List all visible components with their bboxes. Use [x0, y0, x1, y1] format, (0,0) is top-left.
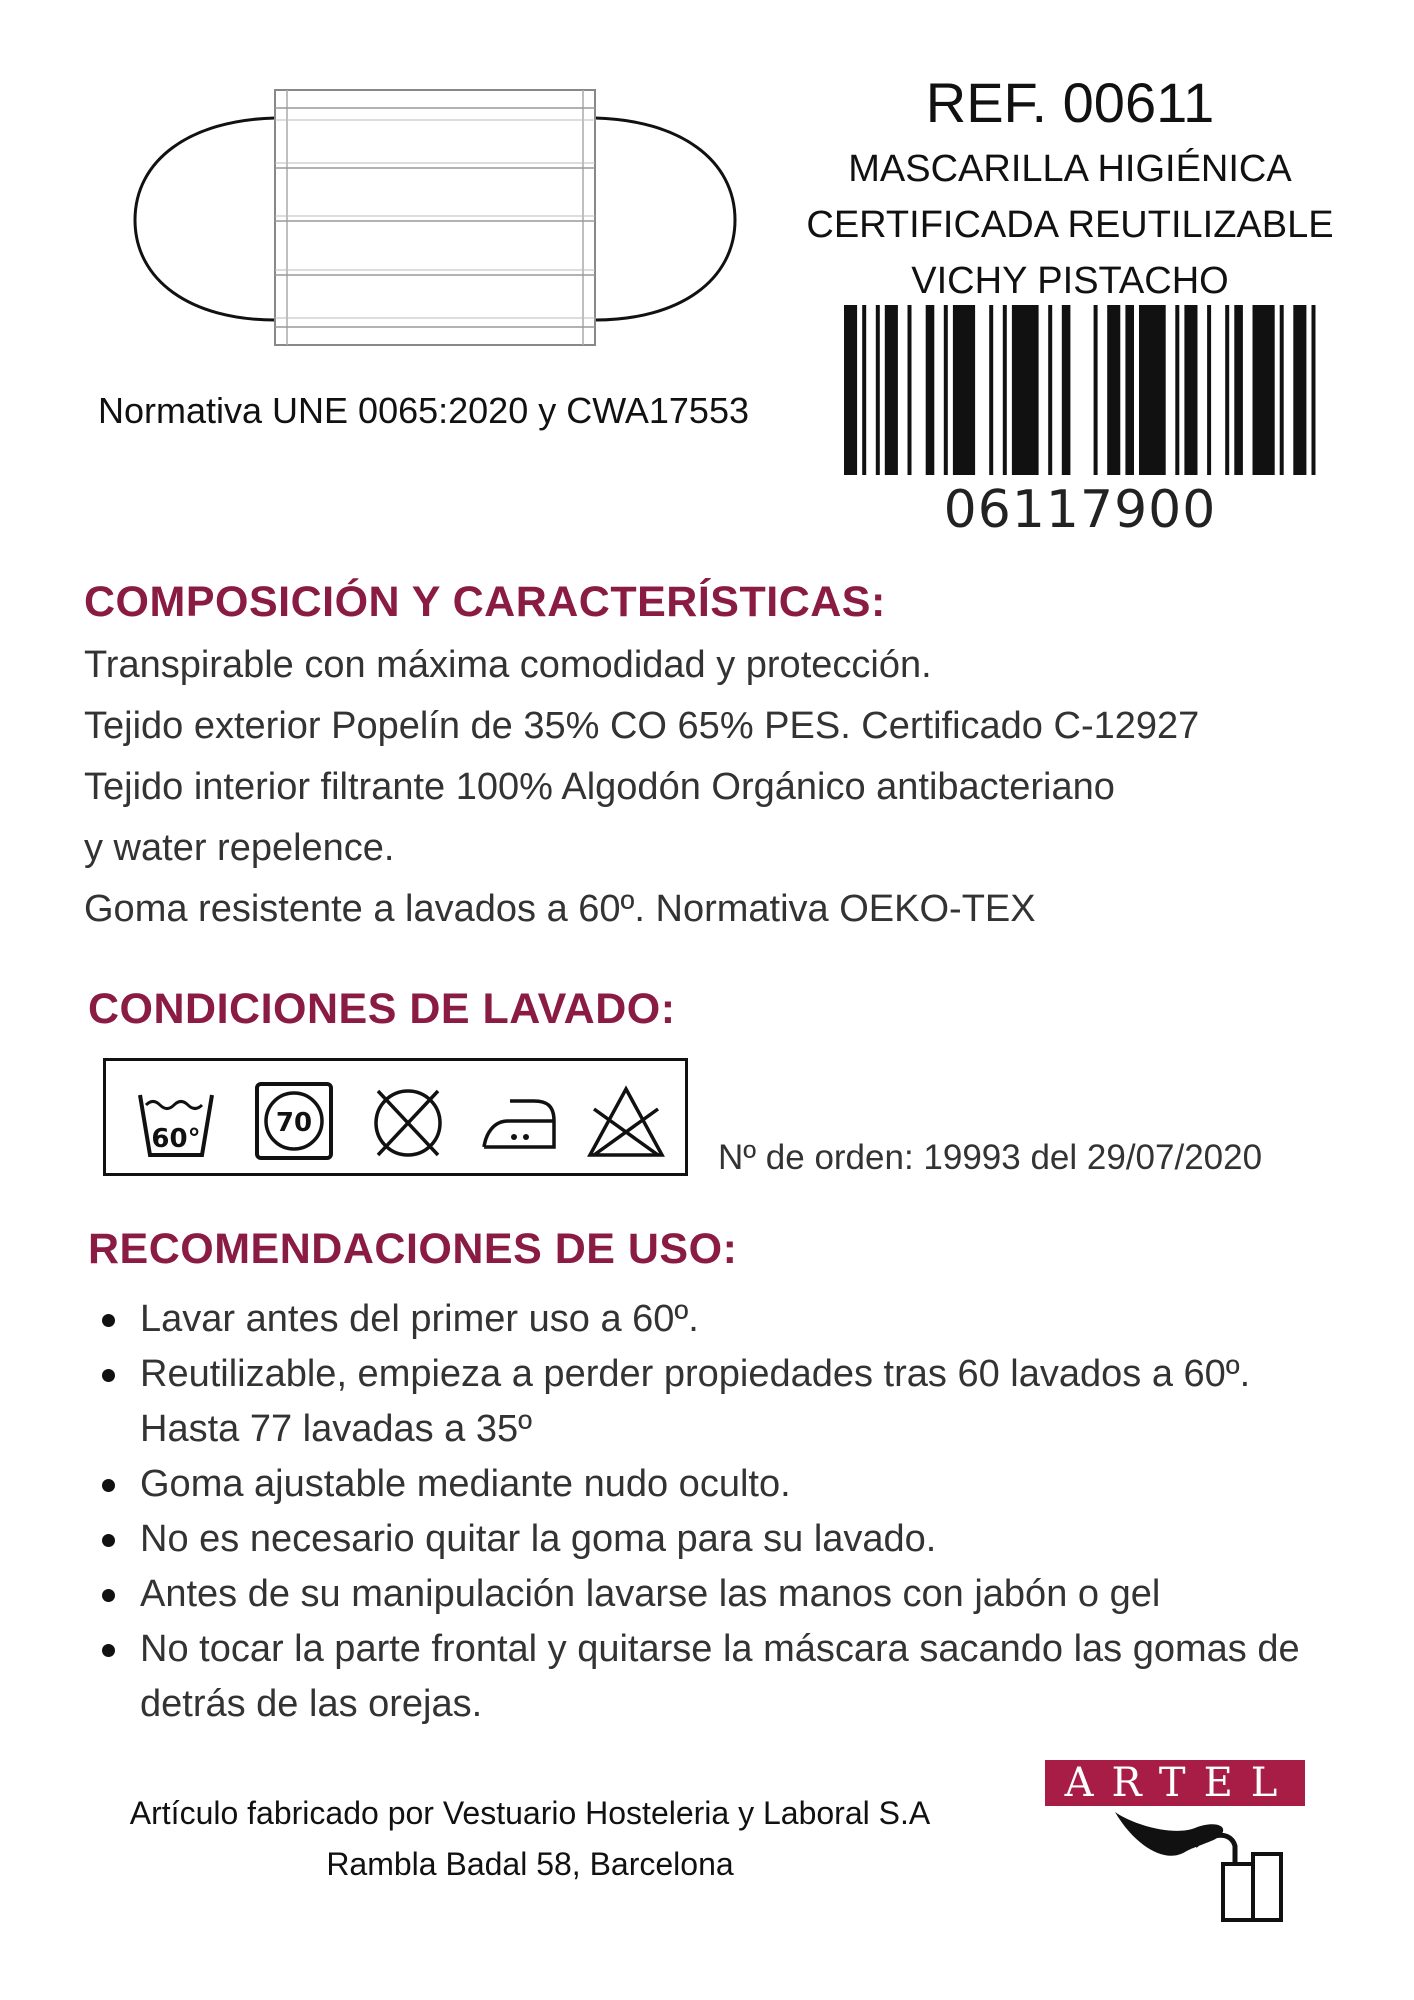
recommendations-list — [90, 1292, 1380, 1732]
barcode-bar — [1048, 305, 1052, 475]
barcode-bar — [908, 305, 912, 475]
barcode-bar — [862, 305, 866, 475]
barcode-bar — [1253, 305, 1275, 475]
barcode-bar — [1003, 305, 1007, 475]
barcode-bar — [1175, 305, 1179, 475]
barcode-bar — [944, 305, 948, 475]
list-item: Reutilizable, empieza a perder propiedades tras 60 lavados a 60º. Hasta 77 lavadas a 35º — [90, 1347, 1380, 1457]
composition-line: y water repelence. — [84, 827, 395, 869]
barcode-bar — [1184, 305, 1197, 475]
product-line-1: MASCARILLA HIGIÉNICA — [848, 148, 1292, 190]
barcode-bar — [1280, 305, 1284, 475]
face-mask-illustration — [130, 80, 750, 360]
barcode-bar — [1225, 305, 1229, 475]
manufacturer-text: Artículo fabricado por Vestuario Hosteleria y Laboral S.A — [129, 1795, 931, 1831]
dry-temp-label: 70 — [275, 1108, 313, 1138]
product-line-2: CERTIFICADA REUTILIZABLE — [806, 204, 1334, 246]
barcode — [840, 305, 1320, 475]
recommendations-heading: RECOMENDACIONES DE USO: — [88, 1225, 738, 1273]
barcode-bar — [953, 305, 975, 475]
list-item: No tocar la parte frontal y quitarse la máscara sacando las gomas de detrás de las orejas. — [90, 1622, 1380, 1732]
barcode-bar — [1062, 305, 1071, 475]
barcode-bar — [1125, 305, 1134, 475]
no-bleach-icon — [586, 1081, 666, 1161]
order-number: Nº de orden: 19993 del 29/07/2020 — [718, 1138, 1263, 1177]
barcode-bar — [1312, 305, 1316, 475]
barcode-number: 06117900 — [943, 480, 1217, 540]
care-symbols-box — [103, 1058, 688, 1176]
artel-logo — [1045, 1760, 1305, 1925]
composition-heading: COMPOSICIÓN Y CARACTERÍSTICAS: — [84, 578, 886, 626]
product-line-3: VICHY PISTACHO — [911, 260, 1229, 302]
composition-line: Transpirable con máxima comodidad y protección. — [84, 644, 932, 686]
barcode-bar — [1094, 305, 1098, 475]
washing-heading: CONDICIONES DE LAVADO: — [88, 985, 676, 1033]
barcode-bar — [1234, 305, 1243, 475]
barcode-bar — [1207, 305, 1211, 475]
composition-line: Tejido exterior Popelín de 35% CO 65% PES. Certificado C-12927 — [84, 705, 1200, 747]
tumble-dry-70-icon — [254, 1081, 334, 1161]
list-item: Antes de su manipulación lavarse las manos con jabón o gel — [90, 1567, 1380, 1622]
artel-logo-text: ARTEL — [1045, 1760, 1305, 1806]
list-item: Lavar antes del primer uso a 60º. — [90, 1292, 1380, 1347]
no-dry-clean-icon — [368, 1081, 448, 1161]
hanger-icon — [1045, 1806, 1305, 1925]
iron-two-dots-icon — [478, 1081, 558, 1161]
list-item: No es necesario quitar la goma para su lavado. — [90, 1512, 1380, 1567]
barcode-bar — [1139, 305, 1166, 475]
list-item: Goma ajustable mediante nudo oculto. — [90, 1457, 1380, 1512]
address-text: Rambla Badal 58, Barcelona — [326, 1846, 734, 1882]
composition-line: Goma resistente a lavados a 60º. Normativa OEKO-TEX — [84, 888, 1036, 930]
barcode-bar — [876, 305, 880, 475]
wash-60-icon — [136, 1081, 216, 1161]
barcode-bar — [926, 305, 935, 475]
reference-number: REF. 00611 — [925, 71, 1215, 134]
barcode-bar — [1107, 305, 1120, 475]
barcode-bar — [1012, 305, 1039, 475]
wash-temp-label: 60° — [151, 1124, 201, 1154]
barcode-bar — [885, 305, 898, 475]
barcode-bar — [989, 305, 993, 475]
barcode-bar — [844, 305, 857, 475]
barcode-bar — [1293, 305, 1306, 475]
composition-line: Tejido interior filtrante 100% Algodón Orgánico antibacteriano — [84, 766, 1115, 808]
normativa-text: Normativa UNE 0065:2020 y CWA17553 — [98, 390, 749, 431]
